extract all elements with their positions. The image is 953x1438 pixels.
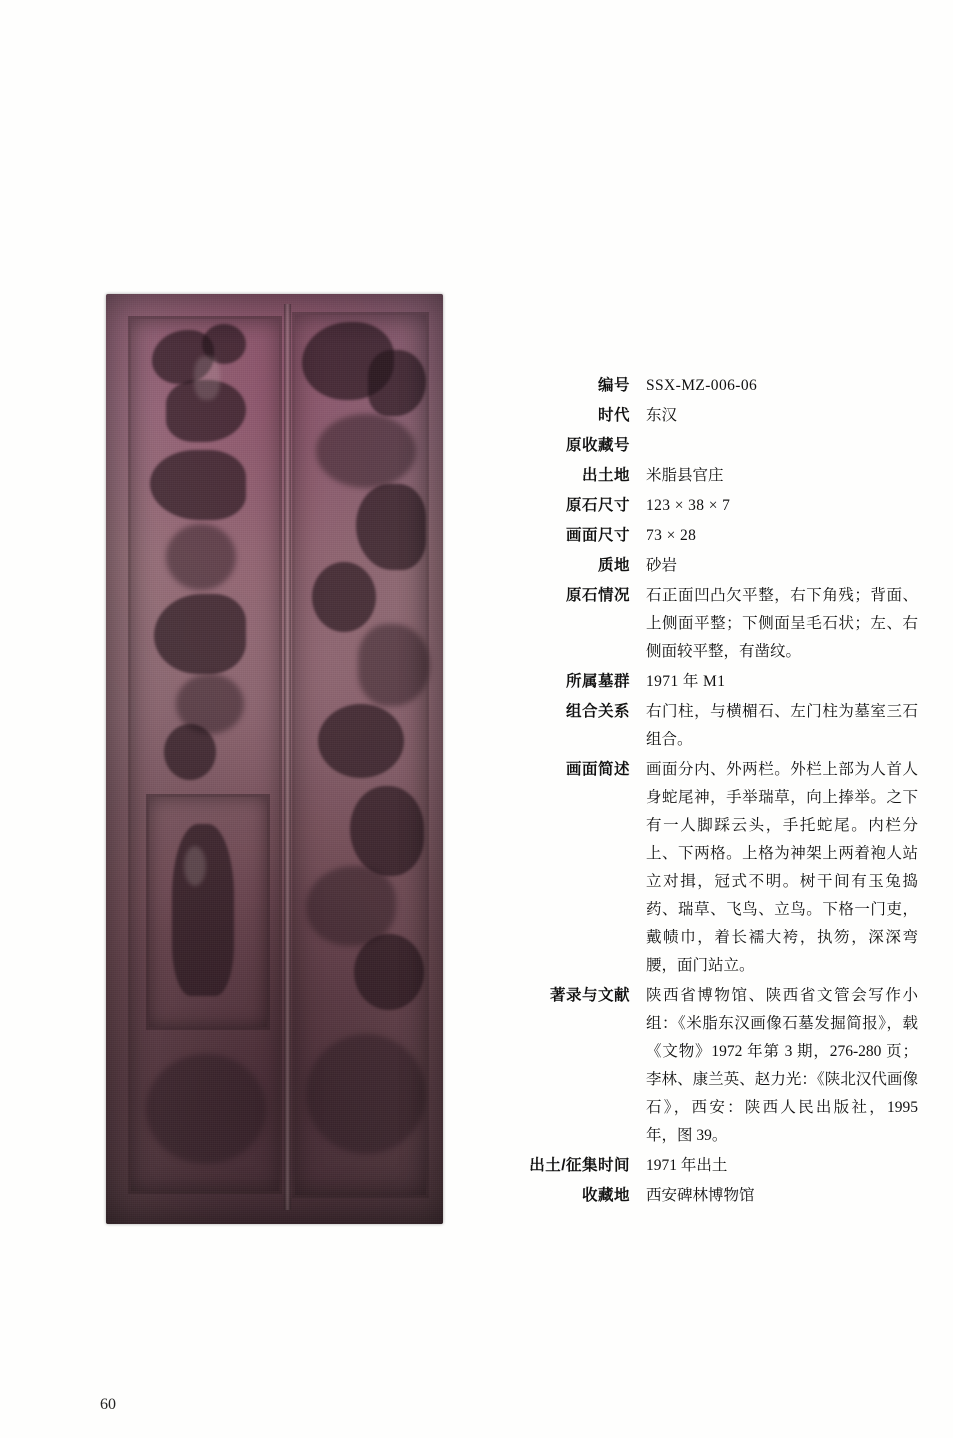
record-label: 收藏地 bbox=[581, 1187, 630, 1204]
record-row bbox=[498, 522, 918, 550]
record-label: 出土地 bbox=[581, 467, 630, 484]
record-value: 73 × 28 bbox=[646, 527, 697, 544]
record-row bbox=[498, 492, 918, 520]
record-row bbox=[498, 582, 918, 666]
record-value: 石正面凹凸欠平整，右下角残；背面、上侧面平整；下侧面呈毛石状；左、右侧面较平整，有凿纹。 bbox=[646, 587, 918, 660]
record-row bbox=[498, 552, 918, 580]
record-row bbox=[498, 668, 918, 696]
artifact-photo bbox=[106, 294, 443, 1224]
record-label: 所属墓群 bbox=[565, 673, 630, 690]
record-value: 陕西省博物馆、陕西省文管会写作小组：《米脂东汉画像石墓发掘简报》，载《文物》1972 年第 3 期，276-280 页；李林、康兰英、赵力光：《陕北汉代画像石》，西安：陕西人民出版社，1995 年，图 39。 bbox=[646, 987, 918, 1144]
record-label: 编号 bbox=[597, 377, 630, 394]
record-value: 123 × 38 × 7 bbox=[646, 497, 731, 514]
record-label: 出土/征集时间 bbox=[529, 1157, 630, 1174]
record-label: 画面简述 bbox=[565, 761, 630, 778]
record-row bbox=[498, 698, 918, 754]
record-label: 原石情况 bbox=[565, 587, 630, 604]
record-value: 砂岩 bbox=[646, 557, 678, 574]
record-label: 质地 bbox=[597, 557, 630, 574]
record-row bbox=[498, 432, 918, 460]
record-label: 原收藏号 bbox=[565, 437, 630, 454]
record-value: 右门柱，与横楣石、左门柱为墓室三石组合。 bbox=[646, 703, 918, 748]
record-value: 东汉 bbox=[646, 407, 678, 424]
record-value: 1971 年 M1 bbox=[646, 673, 726, 690]
record-row bbox=[498, 462, 918, 490]
record-value: 米脂县官庄 bbox=[646, 467, 724, 484]
record-row bbox=[498, 1182, 918, 1210]
record-value: 西安碑林博物馆 bbox=[646, 1187, 755, 1204]
record-row bbox=[498, 372, 918, 400]
record-label: 原石尺寸 bbox=[565, 497, 630, 514]
record-value: 画面分内、外两栏。外栏上部为人首人身蛇尾神，手举瑞草，向上捧举。之下有一人脚踩云头，手托蛇尾。内栏分上、下两格。上格为神架上两着袍人站立对揖，冠式不明。树干间有玉兔捣药、瑞草、飞鸟、立鸟。下格一门吏，戴帻巾，着长襦大袴，执笏，深深弯腰，面门站立。 bbox=[646, 761, 918, 974]
record-row bbox=[498, 402, 918, 430]
record-row bbox=[498, 756, 918, 980]
record-row bbox=[498, 982, 918, 1150]
record-label: 时代 bbox=[597, 407, 630, 424]
record-label: 著录与文献 bbox=[549, 987, 630, 1004]
record-label: 画面尺寸 bbox=[565, 527, 630, 544]
page-number: 60 bbox=[100, 1396, 116, 1413]
artifact-photo-image bbox=[106, 294, 443, 1224]
record-value: 1971 年出土 bbox=[646, 1157, 728, 1174]
record-label: 组合关系 bbox=[565, 703, 630, 720]
photo-grain bbox=[106, 294, 443, 1224]
record-value: SSX-MZ-006-06 bbox=[646, 377, 758, 394]
record-row bbox=[498, 1152, 918, 1180]
catalog-record bbox=[498, 372, 918, 1212]
